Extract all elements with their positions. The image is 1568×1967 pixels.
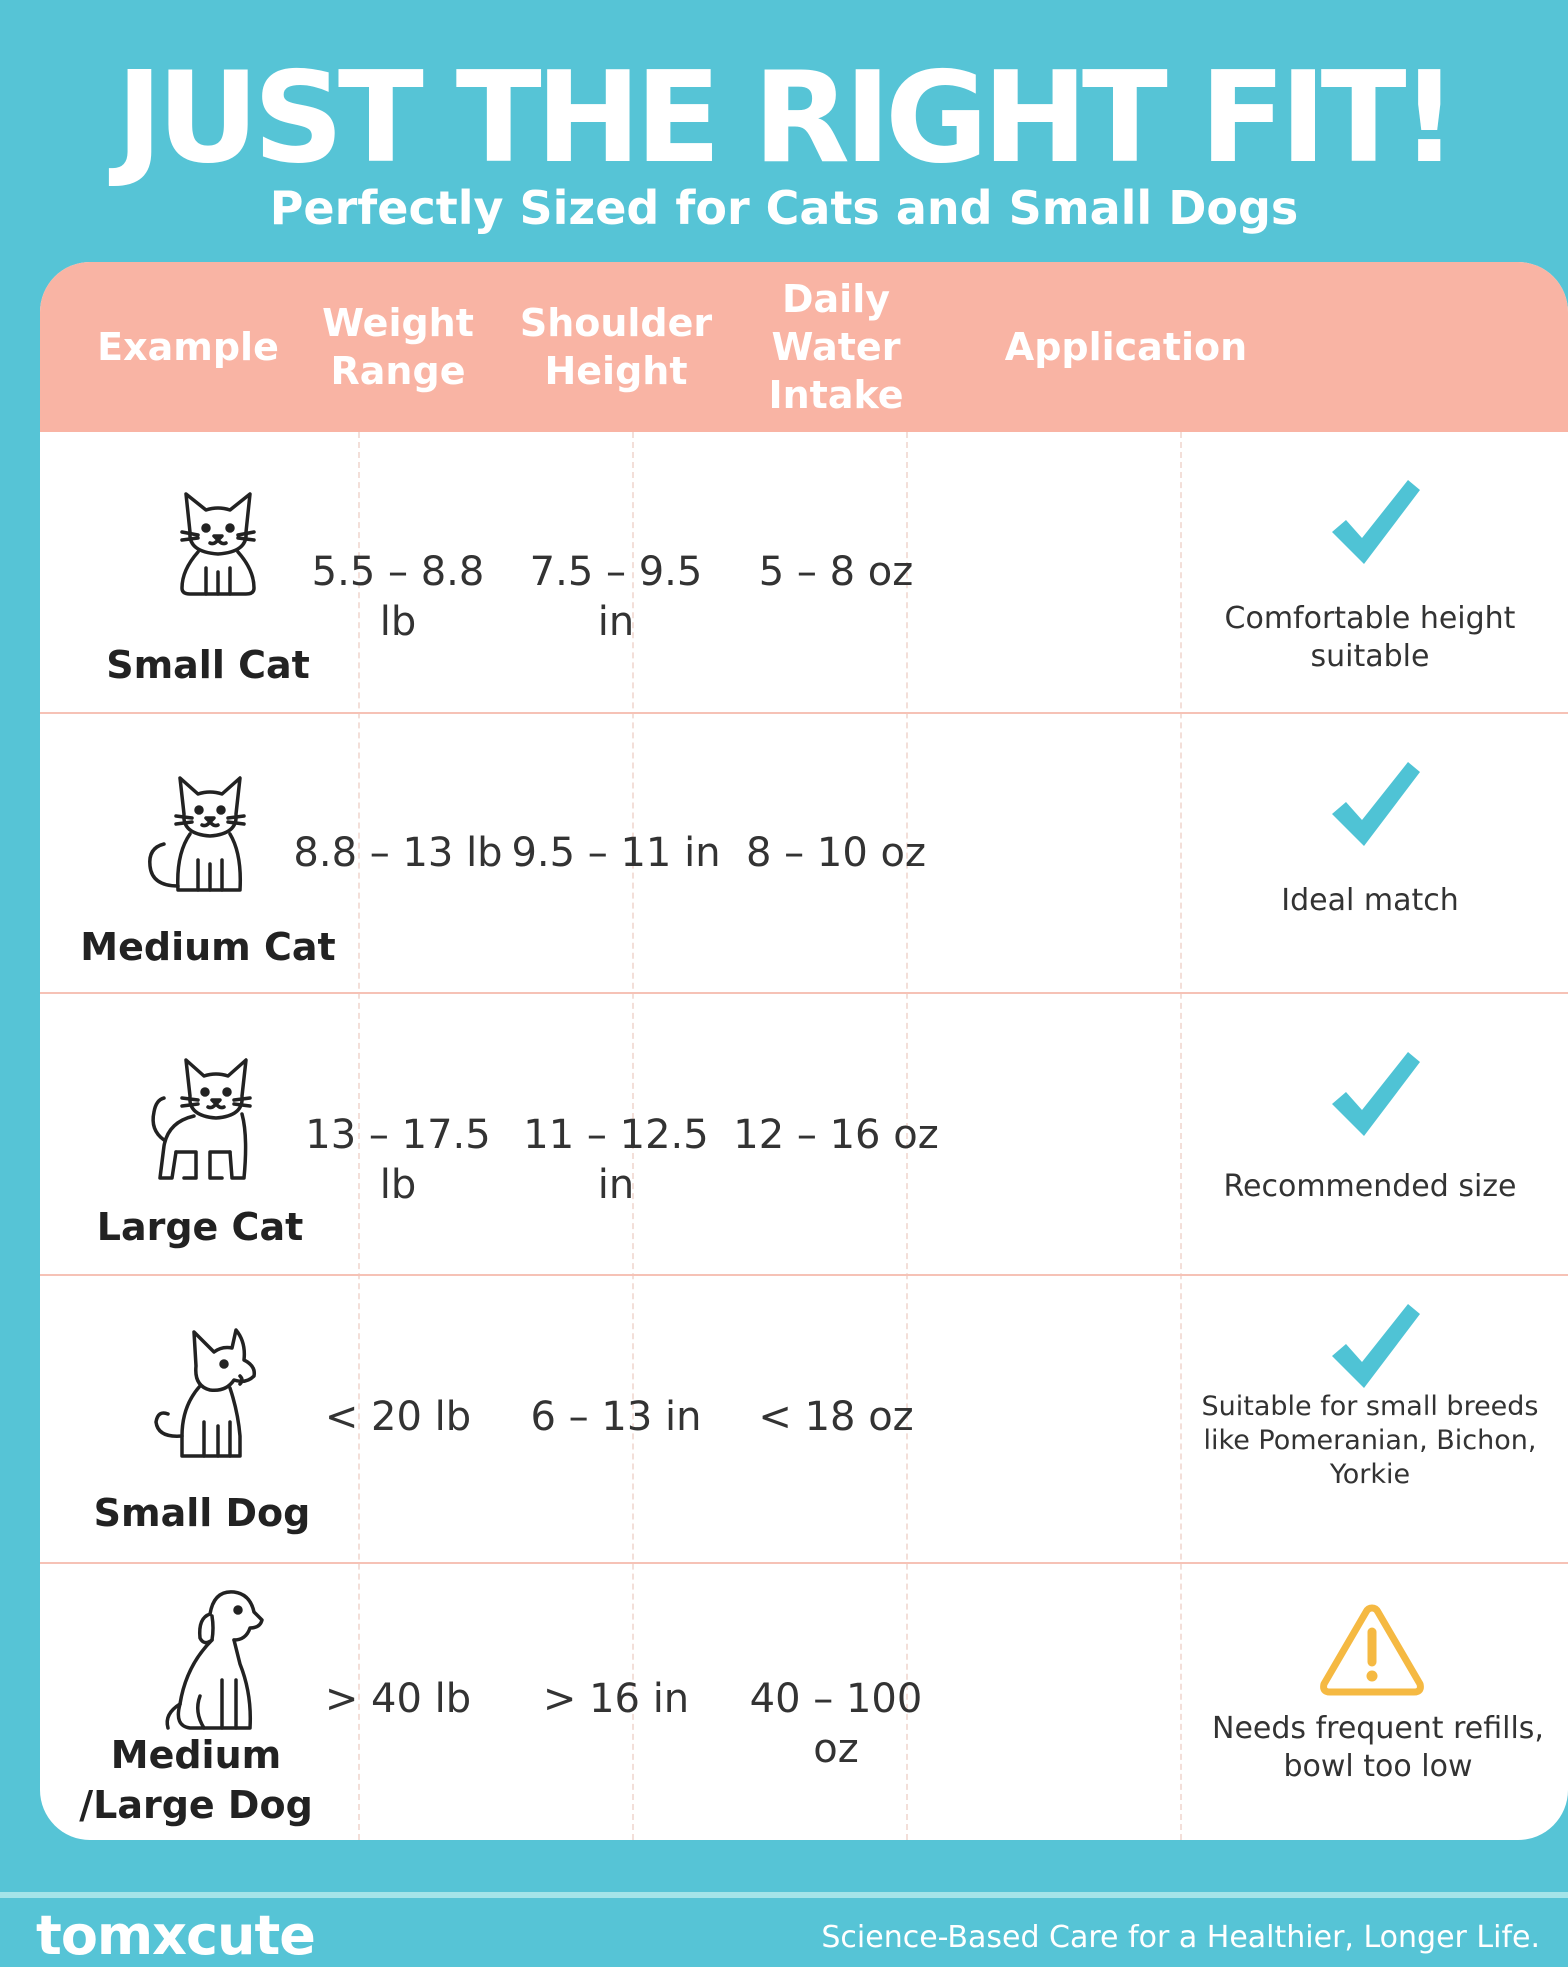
table-row xyxy=(40,994,1568,1274)
warning-icon xyxy=(1318,1602,1426,1698)
page-subtitle: Perfectly Sized for Cats and Small Dogs xyxy=(269,181,1299,235)
application-text: Needs frequent refills, bowl too low xyxy=(1212,1711,1544,1784)
water-value: 5 – 8 oz xyxy=(758,549,914,595)
table-row xyxy=(40,432,1568,712)
application-text: Comfortable height suitable xyxy=(1224,601,1516,674)
table-header-row xyxy=(40,262,1568,432)
table-row xyxy=(40,1564,1568,1840)
water-value: 12 – 16 oz xyxy=(733,1112,939,1158)
water-value: < 18 oz xyxy=(758,1394,914,1440)
small-cat-icon xyxy=(168,488,268,600)
water-value: 40 – 100 oz xyxy=(749,1676,923,1772)
pet-name: Small Cat xyxy=(106,643,310,687)
check-icon xyxy=(1324,1298,1424,1398)
column-header-example: Example xyxy=(97,325,279,369)
comparison-table xyxy=(40,262,1568,1840)
pet-name: Large Cat xyxy=(96,1205,304,1249)
water-value: 8 – 10 oz xyxy=(746,830,926,876)
weight-value: 8.8 – 13 lb xyxy=(293,830,503,876)
height-value: 7.5 – 9.5 in xyxy=(529,549,703,645)
pet-name: Medium /Large Dog xyxy=(79,1733,313,1827)
column-header-application: Application xyxy=(1004,325,1248,369)
weight-value: > 40 lb xyxy=(324,1676,472,1722)
check-icon xyxy=(1324,474,1424,574)
check-icon xyxy=(1324,1046,1424,1146)
large-dog-icon xyxy=(150,1584,270,1734)
table-row xyxy=(40,1276,1568,1562)
column-header-water: Daily Water Intake xyxy=(768,277,904,417)
application-text: Recommended size xyxy=(1223,1169,1517,1204)
check-icon xyxy=(1324,756,1424,856)
page-title: JUST THE RIGHT FIT! xyxy=(115,44,1453,191)
weight-value: 13 – 17.5 lb xyxy=(305,1112,491,1208)
application-text xyxy=(1190,1390,1550,1492)
large-cat-icon xyxy=(144,1056,264,1184)
application-text: Ideal match xyxy=(1281,883,1459,918)
weight-value: 5.5 – 8.8 lb xyxy=(311,549,485,645)
pet-name: Small Dog xyxy=(93,1491,311,1535)
height-value: > 16 in xyxy=(542,1676,690,1722)
footer-tagline: Science-Based Care for a Healthier, Longer Life. xyxy=(821,1920,1540,1955)
column-header-height: Shoulder Height xyxy=(519,301,713,393)
medium-cat-icon xyxy=(144,774,260,902)
brand-logo: tomxcute xyxy=(36,1904,315,1967)
height-value: 11 – 12.5 in xyxy=(523,1112,709,1208)
height-value: 9.5 – 11 in xyxy=(511,830,721,876)
column-header-weight: Weight Range xyxy=(322,301,474,393)
pet-name: Medium Cat xyxy=(80,925,336,969)
application-text-content: Suitable for small breeds like Pomeranian, Bichon, Yorkie xyxy=(1201,1391,1539,1490)
weight-value: < 20 lb xyxy=(324,1394,472,1440)
table-row xyxy=(40,714,1568,992)
small-dog-icon xyxy=(148,1326,268,1462)
footer-divider xyxy=(0,1892,1568,1898)
height-value: 6 – 13 in xyxy=(530,1394,702,1440)
